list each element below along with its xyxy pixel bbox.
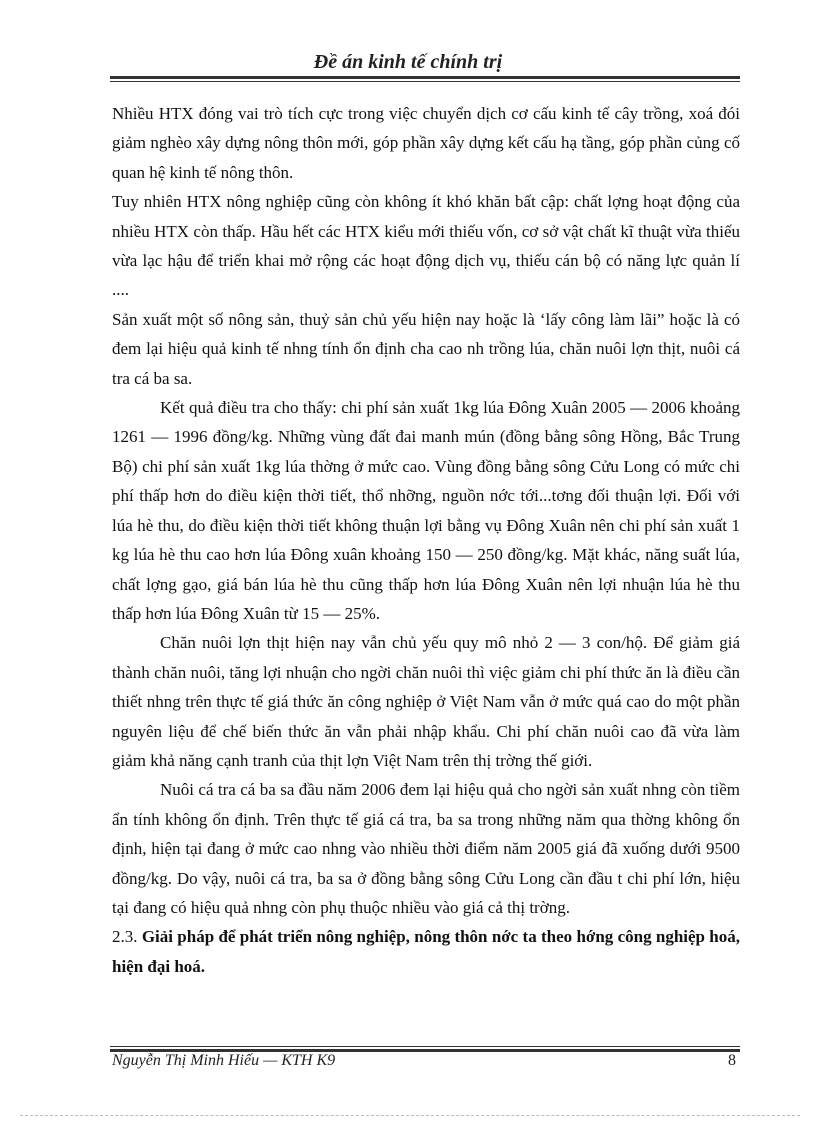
section-number: 2.3.	[112, 927, 138, 947]
section-heading	[112, 922, 740, 981]
page-number: 8	[728, 1052, 736, 1069]
body-text	[112, 99, 740, 981]
page-bottom-dashed-line	[20, 1115, 800, 1116]
paragraph: Tuy nhiên HTX nông nghiệp cũng còn không ít khó khăn bất cập: chất lợng hoạt động của nhiều HTX còn thấp. Hầu hết các HTX kiểu mới thiếu vốn, cơ sở vật chất kĩ thuật vừa thiếu vừa lạc hậu để triển khai mở rộng các hoạt động dịch vụ, thiếu cán bộ có năng lực quản lí ....	[112, 192, 740, 300]
paragraph: Nuôi cá tra cá ba sa đầu năm 2006 đem lại hiệu quả cho ngời sản xuất nhng còn tiềm ẩn tính không ổn định. Trên thực tế giá cá tra, ba sa trong những năm qua thờng không ổn định, hiện tại đang ở mức cao nhng vào nhiều thời điểm năm 2005 giá đã xuống dưới 9500 đồng/kg. Do vậy, nuôi cá tra, ba sa ở đồng bằng sông Cửu Long cần đầu t chi phí lớn, hiệu tại đang có hiệu quả nhng còn phụ thuộc nhiều vào giá cả thị trờng.	[112, 780, 740, 917]
footer-author: Nguyễn Thị Minh Hiếu — KTH K9	[112, 1052, 336, 1069]
paragraph: Chăn nuôi lợn thịt hiện nay vẫn chủ yếu quy mô nhỏ 2 — 3 con/hộ. Để giảm giá thành chăn nuôi, tăng lợi nhuận cho ngời chăn nuôi thì việc giảm chi phí thức ăn là điều cần thiết nhng trên thực tế giá thức ăn công nghiệp ở Việt Nam vẫn ở mức quá cao do một phần nguyên liệu để chế biến thức ăn vẫn phải nhập khẩu. Chi phí chăn nuôi cao đã vừa làm giảm khả năng cạnh tranh của thịt lợn Việt Nam trên thị trờng thế giới.	[112, 633, 740, 770]
header-rule-thick	[110, 76, 740, 79]
section-heading-text: Giải pháp để phát triển nông nghiệp, nông thôn nớc ta theo hớng công nghiệp hoá, hiện đại hoá.	[112, 927, 741, 976]
page-header-title: Đề án kinh tế chính trị	[313, 51, 503, 73]
header-rule-thin	[110, 81, 740, 82]
paragraph: Kết quả điều tra cho thấy: chi phí sản xuất 1kg lúa Đông Xuân 2005 — 2006 khoảng 1261 — 1996 đồng/kg. Những vùng đất đai manh mún (đồng bằng sông Hồng, Bắc Trung Bộ) chi phí sản xuất 1kg lúa thờng ở mức cao. Vùng đồng bằng sông Cửu Long có mức chi phí thấp hơn do điều kiện thời tiết, thổ nhỡng, nguồn nớc tới...tơng đối thuận lợi. Đối với lúa hè thu, do điều kiện thời tiết không thuận lợi bằng vụ Đông Xuân nên chi phí sản xuất 1 kg lúa hè thu cao hơn lúa Đông xuân khoảng 150 — 250 đồng/kg. Mặt khác, năng suất lúa, chất lợng gạo, giá bán lúa hè thu cũng thấp hơn lúa Đông Xuân nên lợi nhuận lúa hè thu thấp hơn lúa Đông Xuân từ 15 — 25%.	[112, 398, 740, 623]
paragraph: Sản xuất một số nông sản, thuỷ sản chủ yếu hiện nay hoặc là ‘lấy công làm lãi” hoặc là có đem lại hiệu quả kinh tế nhng tính ổn định cha cao nh trồng lúa, chăn nuôi lợn thịt, nuôi cá tra cá ba sa.	[112, 309, 740, 388]
paragraph: Nhiều HTX đóng vai trò tích cực trong việc chuyển dịch cơ cấu kinh tế cây trồng, xoá đói giảm nghèo xây dựng nông thôn mới, góp phần xây dựng kết cấu hạ tầng, góp phần củng cố quan hệ kinh tế nông thôn.	[112, 104, 740, 182]
footer-rule-thin	[110, 1046, 740, 1047]
